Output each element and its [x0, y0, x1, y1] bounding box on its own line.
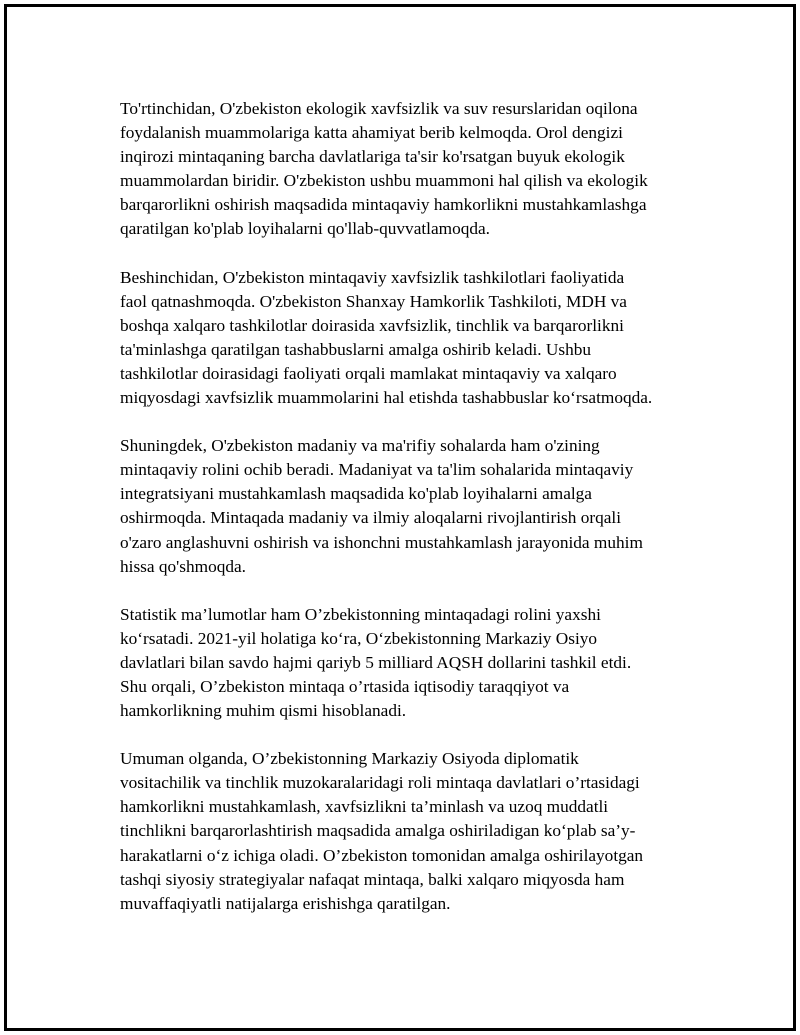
text-line: muammolardan biridir. O'zbekiston ushbu muammoni hal qilish va ekologik — [120, 171, 648, 191]
paragraph-statistics — [120, 603, 710, 723]
text-line: boshqa xalqaro tashkilotlar doirasida xavfsizlik, tinchlik va barqarorlikni — [120, 315, 624, 335]
text-line: Shu orqali, O’zbekiston mintaqa o’rtasida iqtisodiy taraqqiyot va — [120, 676, 570, 696]
paragraph-cultural-role — [120, 434, 710, 579]
text-line: qaratilgan ko'plab loyihalarni qo'llab-quvvatlamoqda. — [120, 219, 490, 239]
text-line: harakatlarni o‘z ichiga oladi. O’zbekiston tomonidan amalga oshirilayotgan — [120, 845, 644, 865]
text-line: Statistik ma’lumotlar ham O’zbekistonning mintaqadagi rolini yaxshi — [120, 604, 601, 624]
document-body — [120, 97, 710, 940]
text-line: Shuningdek, O'zbekiston madaniy va ma'rifiy sohalarda ham o'zining — [120, 436, 600, 456]
text-line: integratsiyani mustahkamlash maqsadida ko'plab loyihalarni amalga — [120, 484, 592, 504]
paragraph-regional-security-organizations — [120, 266, 710, 411]
text-line: muvaffaqiyatli natijalarga erishishga qaratilgan. — [120, 893, 451, 913]
text-line: hamkorlikni mustahkamlash, xavfsizlikni ta’minlash va uzoq muddatli — [120, 797, 609, 817]
text-line: davlatlari bilan savdo hajmi qariyb 5 milliard AQSH dollarini tashkil etdi. — [120, 652, 632, 672]
text-line: vositachilik va tinchlik muzokaralaridagi roli mintaqa davlatlari o’rtasidagi — [120, 773, 640, 793]
paragraph-ecological-security — [120, 97, 710, 242]
text-line: foydalanish muammolariga katta ahamiyat berib kelmoqda. Orol dengizi — [120, 123, 623, 143]
page-frame — [4, 4, 796, 1031]
text-line: tashqi siyosiy strategiyalar nafaqat mintaqa, balki xalqaro miqyosda ham — [120, 869, 625, 889]
text-line: tashkilotlar doirasidagi faoliyati orqali mamlakat mintaqaviy va xalqaro — [120, 363, 617, 383]
paragraph-conclusion — [120, 747, 710, 916]
text-line: oshirmoqda. Mintaqada madaniy va ilmiy aloqalarni rivojlantirish orqali — [120, 508, 622, 528]
text-line: ta'minlashga qaratilgan tashabbuslarni amalga oshirib keladi. Ushbu — [120, 339, 592, 359]
text-line: faol qatnashmoqda. O'zbekiston Shanxay Hamkorlik Tashkiloti, MDH va — [120, 291, 627, 311]
text-line: mintaqaviy rolini ochib beradi. Madaniyat va ta'lim sohalarida mintaqaviy — [120, 460, 634, 480]
text-line: inqirozi mintaqaning barcha davlatlariga ta'sir ko'rsatgan buyuk ekologik — [120, 147, 625, 167]
text-line: hamkorlikning muhim qismi hisoblanadi. — [120, 701, 407, 721]
text-line: tinchlikni barqarorlashtirish maqsadida amalga oshiriladigan ko‘plab sa’y- — [120, 821, 636, 841]
text-line: barqarorlikni oshirish maqsadida mintaqaviy hamkorlikni mustahkamlashga — [120, 195, 647, 215]
text-line: ko‘rsatadi. 2021-yil holatiga ko‘ra, O‘zbekistonning Markaziy Osiyo — [120, 628, 598, 648]
text-line: miqyosdagi xavfsizlik muammolarini hal etishda tashabbuslar ko‘rsatmoqda. — [120, 388, 653, 408]
text-line: Beshinchidan, O'zbekiston mintaqaviy xavfsizlik tashkilotlari faoliyatida — [120, 267, 625, 287]
text-line: hissa qo'shmoqda. — [120, 556, 246, 576]
text-line: o'zaro anglashuvni oshirish va ishonchni mustahkamlash jarayonida muhim — [120, 532, 643, 552]
text-line: Umuman olganda, O’zbekistonning Markaziy Osiyoda diplomatik — [120, 749, 579, 769]
text-line: To'rtinchidan, O'zbekiston ekologik xavfsizlik va suv resurslaridan oqilona — [120, 99, 638, 118]
